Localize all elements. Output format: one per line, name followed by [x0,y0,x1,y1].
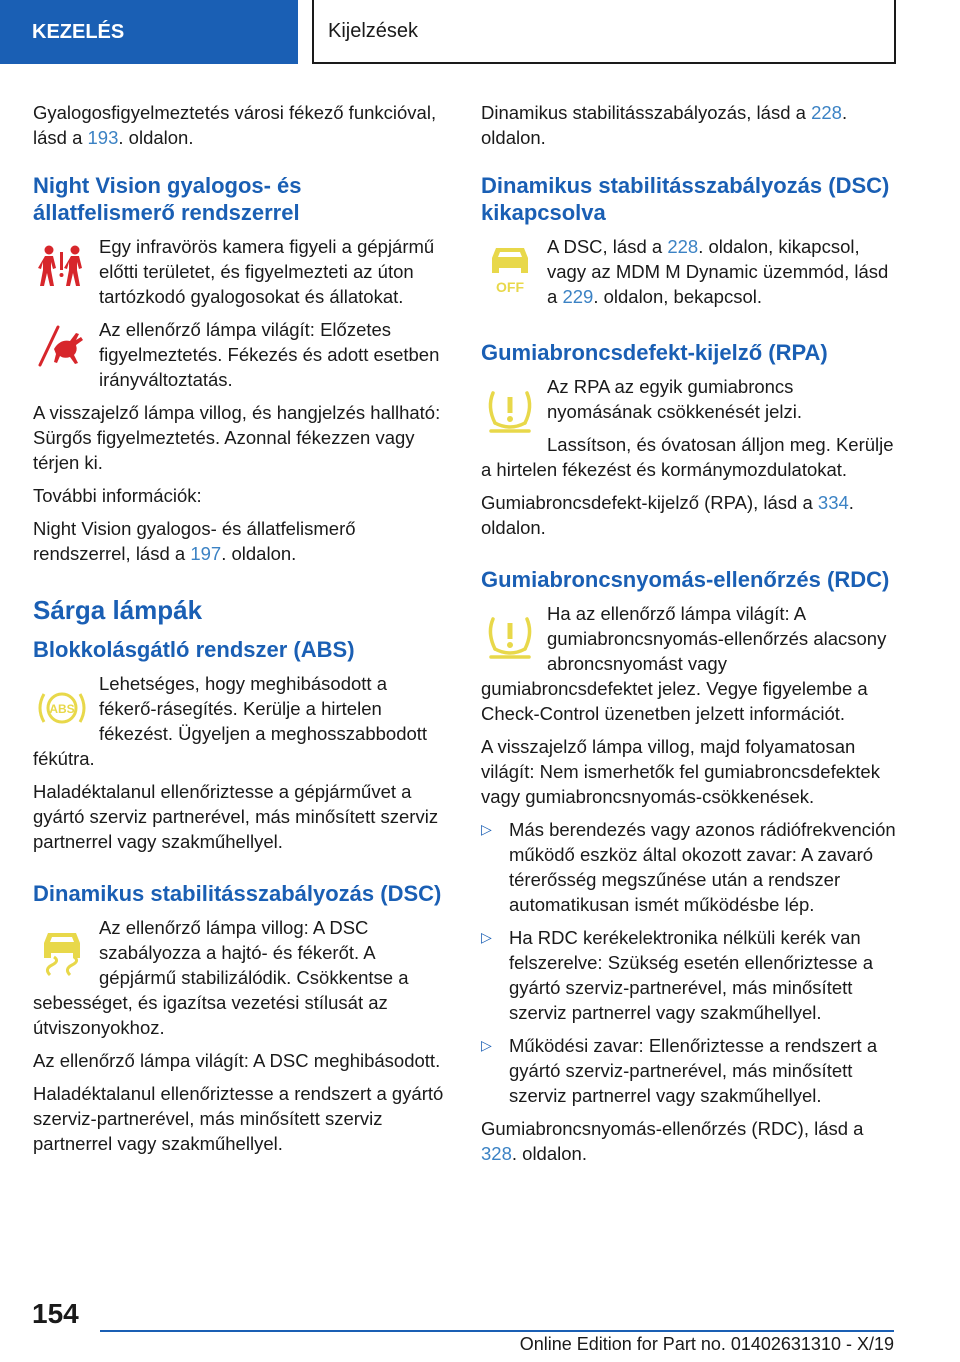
dsc-heading: Dinamikus stabilitásszabályozás (DSC) [33,881,442,906]
night-vision-heading: Night Vision gyalogos- és állatfelismerő rendszerrel [33,173,302,225]
text: Gumiabroncsdefekt-kijelző (RPA), lásd a [481,492,818,513]
nv-paragraph-1: Egy infravörös kamera figyeli a gépjármű előtti területet, és figyelmezteti az úton tartózkodó gyalogosokat és állatokat. [99,236,435,307]
tire-pressure-icon [481,603,539,673]
dsc-paragraph-3: Haladéktalanul ellenőriztesse a rendszert a gyártó szerviz-partnerével, más minősített szerviz partnerrel vagy szakműhellyel. [33,1083,444,1154]
rdc-bullet-list [481,817,897,1108]
page-link[interactable]: 334 [817,492,849,513]
text: Night Vision gyalogos- és állatfelismerő rendszerrel, lásd a [33,518,356,564]
yellow-lamps-heading: Sárga lámpák [33,595,203,625]
page-number: 154 [32,1298,79,1329]
chapter-tab[interactable]: KEZELÉS [0,0,298,64]
text: . oldalon, kikapcsol, vagy az MDM M Dynamic üzemmód, lásd a [547,236,889,307]
text: . oldalon. [118,127,194,148]
triangle-bullet-icon: ▷ [481,821,492,837]
triangle-bullet-icon: ▷ [481,1037,492,1053]
list-item [481,1033,897,1108]
text: . oldalon. [481,102,848,148]
text: A DSC, lásd a [547,236,668,257]
page-link[interactable]: 193 [87,127,119,148]
nv-paragraph-2: Az ellenőrző lámpa világít: Előzetes figyelmeztetés. Fékezés és adott esetben irányváltoztatás. [99,319,440,390]
left-column [33,100,449,1164]
intro-paragraph [33,100,449,150]
page-link[interactable]: 328 [481,1143,512,1164]
page-link[interactable]: 229 [562,286,594,307]
text: Ha RDC kerékelektronika nélküli kerék van felszerelve: Szükség esetén ellenőriztesse a gyártó szerviz-partnerével, más minősített szerviz partnerrel vagy szakműhellyel. [509,927,874,1023]
text: Gumiabroncsnyomás-ellenőrzés (RDC), lásd a [481,1118,864,1139]
rpa-heading: Gumiabroncsdefekt-kijelző (RPA) [481,340,828,365]
text: . oldalon. [481,492,854,538]
triangle-bullet-icon: ▷ [481,929,492,945]
rdc-last-paragraph [481,1116,897,1166]
tire-pressure-icon [481,376,539,448]
nv-paragraph-5 [33,516,449,566]
section-title: Kijelzések [312,0,896,64]
abs-paragraph-1: Lehetséges, hogy meghibásodott a fékerő-rásegítés. Kerülje a hirtelen fékezést. Ügyeljen a meghosszabbodott fékútra. [33,673,428,769]
page-link[interactable]: 197 [190,543,222,564]
rpa-paragraph-3 [481,490,897,540]
intro-paragraph [481,100,897,150]
dsc-paragraph-1: Az ellenőrző lámpa villog: A DSC szabályozza a hajtó- és fékerőt. A gépjármű stabilizálódik. Csökkentse a sebességet, és igazítsa vezetési stílusát az útviszonyokhoz. [33,917,409,1038]
page-link[interactable]: 228 [811,102,842,123]
abs-warning-icon [33,673,91,743]
abs-heading: Blokkolásgátló rendszer (ABS) [33,637,355,662]
list-item [481,817,897,917]
text: Más berendezés vagy azonos rádiófrekvención működő eszköz által okozott zavar: A zavaró térerősség megszűnése után a rendszer automatikusan ismét működésbe lép. [509,819,896,915]
right-column [481,100,897,1174]
page-header [0,0,960,66]
text: Működési zavar: Ellenőriztesse a rendszert a gyártó szerviz-partnerével, más minősített szerviz partnerrel vagy szakműhellyel. [509,1035,878,1106]
dsc-skid-icon [33,917,91,987]
dsc-off-heading: Dinamikus stabilitásszabályozás (DSC) kikapcsolva [481,173,890,225]
nv-paragraph-4: További információk: [33,485,202,506]
dsc-off-paragraph [481,234,897,309]
dsc-paragraph-2: Az ellenőrző lámpa világít: A DSC meghibásodott. [33,1050,441,1071]
text: . oldalon, bekapcsol. [593,286,762,307]
abs-paragraph-2: Haladéktalanul ellenőriztesse a gépjárművet a gyártó szerviz partnerével, más minősített szerviz partnerrel vagy szakműhellyel. [33,781,439,852]
rpa-paragraph-2: Lassítson, és óvatosan álljon meg. Kerülje a hirtelen fékezést és kormánymozdulatokat. [481,434,894,480]
text: . oldalon. [511,1143,587,1164]
dsc-off-icon-label: OFF [496,279,524,295]
pedestrian-warning-icon [33,236,91,296]
nv-paragraph-3: A visszajelző lámpa villog, és hangjelzés hallható: Sürgős figyelmeztetés. Azonnal fékezzen vagy térjen ki. [33,402,441,473]
text: Dinamikus stabilitásszabályozás, lásd a [481,102,812,123]
dsc-off-icon [481,236,539,302]
rdc-paragraph-1: Ha az ellenőrző lámpa világít: A gumiabroncsnyomás-ellenőrzés alacsony abroncsnyomást vagy gumiabroncsdefektet jelez. Vegye figyelembe a Check-Control üzenetben jelzett információt. [481,603,887,724]
rdc-paragraph-2: A visszajelző lámpa villog, majd folyamatosan világít: Nem ismerhetők fel gumiabroncsdefektek vagy gumiabroncsnyomás-csökkenések. [481,736,880,807]
abs-icon-label: ABS [49,702,75,716]
rdc-heading: Gumiabroncsnyomás-ellenőrzés (RDC) [481,567,890,592]
list-item [481,925,897,1025]
footer-divider [100,1330,894,1332]
edition-note: Online Edition for Part no. 01402631310 - X/19 [519,1334,894,1354]
page-link[interactable]: 228 [667,236,699,257]
text: Gyalogosfigyelmeztetés városi fékező funkcióval, lásd a [33,102,437,148]
animal-warning-icon [33,319,91,371]
text: . oldalon. [221,543,297,564]
rpa-paragraph-1: Az RPA az egyik gumiabroncs nyomásának csökkenését jelzi. [547,376,803,422]
